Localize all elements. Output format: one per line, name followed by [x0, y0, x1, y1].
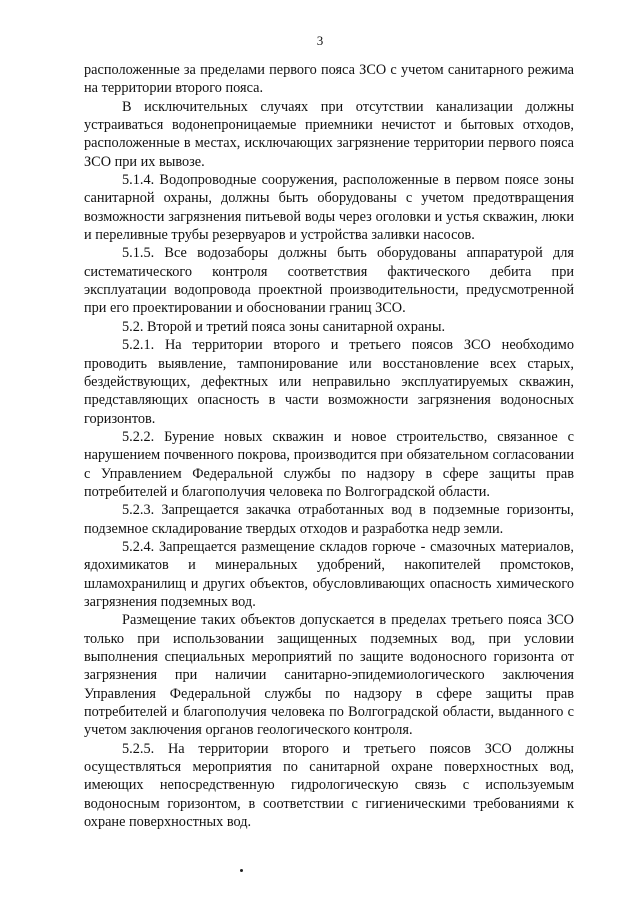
paragraph-5-2-1: 5.2.1. На территории второго и третьего поясов ЗСО необходимо проводить выявление, тампонирование или восстановление всех старых, бездействующих, дефектных или неправильно эксплуатируемых скважин, представляющих опасность в части возможности загрязнения водоносных горизонтов. — [84, 337, 574, 427]
scan-speck — [240, 869, 243, 872]
document-body — [84, 61, 574, 831]
paragraph-sewage-receivers: В исключительных случаях при отсутствии канализации должны устраиваться водонепроницаемые приемники нечистот и бытовых отходов, расположенные в местах, исключающих загрязнение территории первого пояса ЗСО при их вывозе. — [84, 98, 574, 170]
paragraph-5-2-5: 5.2.5. На территории второго и третьего поясов ЗСО должны осуществляться мероприятия по санитарной охране поверхностных вод, имеющих непосредственную гидрологическую связь с используемым водоносным горизонтом, в соответствии с гигиеническими требованиями к охране поверхностных вод. — [84, 740, 574, 831]
paragraph-continuation: расположенные за пределами первого пояса ЗСО с учетом санитарного режима на территории второго пояса. — [84, 62, 574, 97]
paragraph-5-1-4: 5.1.4. Водопроводные сооружения, расположенные в первом поясе зоны санитарной охраны, должны быть оборудованы с учетом предотвращения возможности загрязнения питьевой воды через оголовки и устья скважин, люки и переливные трубы резервуаров и устройства заливки насосов. — [84, 172, 574, 244]
paragraph-5-2-4: 5.2.4. Запрещается размещение складов горюче - смазочных материалов, ядохимикатов и минеральных удобрений, накопителей промстоков, шламохранилищ и других объектов, обусловливающих опасность химического загрязнения подземных вод. — [84, 538, 574, 610]
paragraph-5-1-5: 5.1.5. Все водозаборы должны быть оборудованы аппаратурой для систематического контроля соответствия фактического дебита при эксплуатации водопровода проектной производительности, предусмотренной при его проектировании и обосновании границ ЗСО. — [84, 245, 574, 317]
paragraph-5-2-2: 5.2.2. Бурение новых скважин и новое строительство, связанное с нарушением почвенного покрова, производится при обязательном согласовании с Управлением Федеральной службы по надзору в сфере защиты прав потребителей и благополучия человека по Волгоградской области. — [84, 428, 574, 500]
paragraph-third-zone-placement: Размещение таких объектов допускается в пределах третьего пояса ЗСО только при использовании защищенных подземных вод, при условии выполнения специальных мероприятий по защите водоносного горизонта от загрязнения при наличии санитарно-эпидемиологического заключения Управления Федеральной службы по надзору в сфере защиты прав потребителей и благополучия человека по Волгоградской области, выданного с учетом заключения органов геологического контроля. — [84, 612, 574, 739]
page-number: 3 — [316, 33, 324, 48]
paragraph-5-2: 5.2. Второй и третий пояса зоны санитарной охраны. — [122, 318, 446, 335]
paragraph-5-2-3: 5.2.3. Запрещается закачка отработанных вод в подземные горизонты, подземное складирование твердых отходов и разработка недр земли. — [84, 502, 574, 537]
